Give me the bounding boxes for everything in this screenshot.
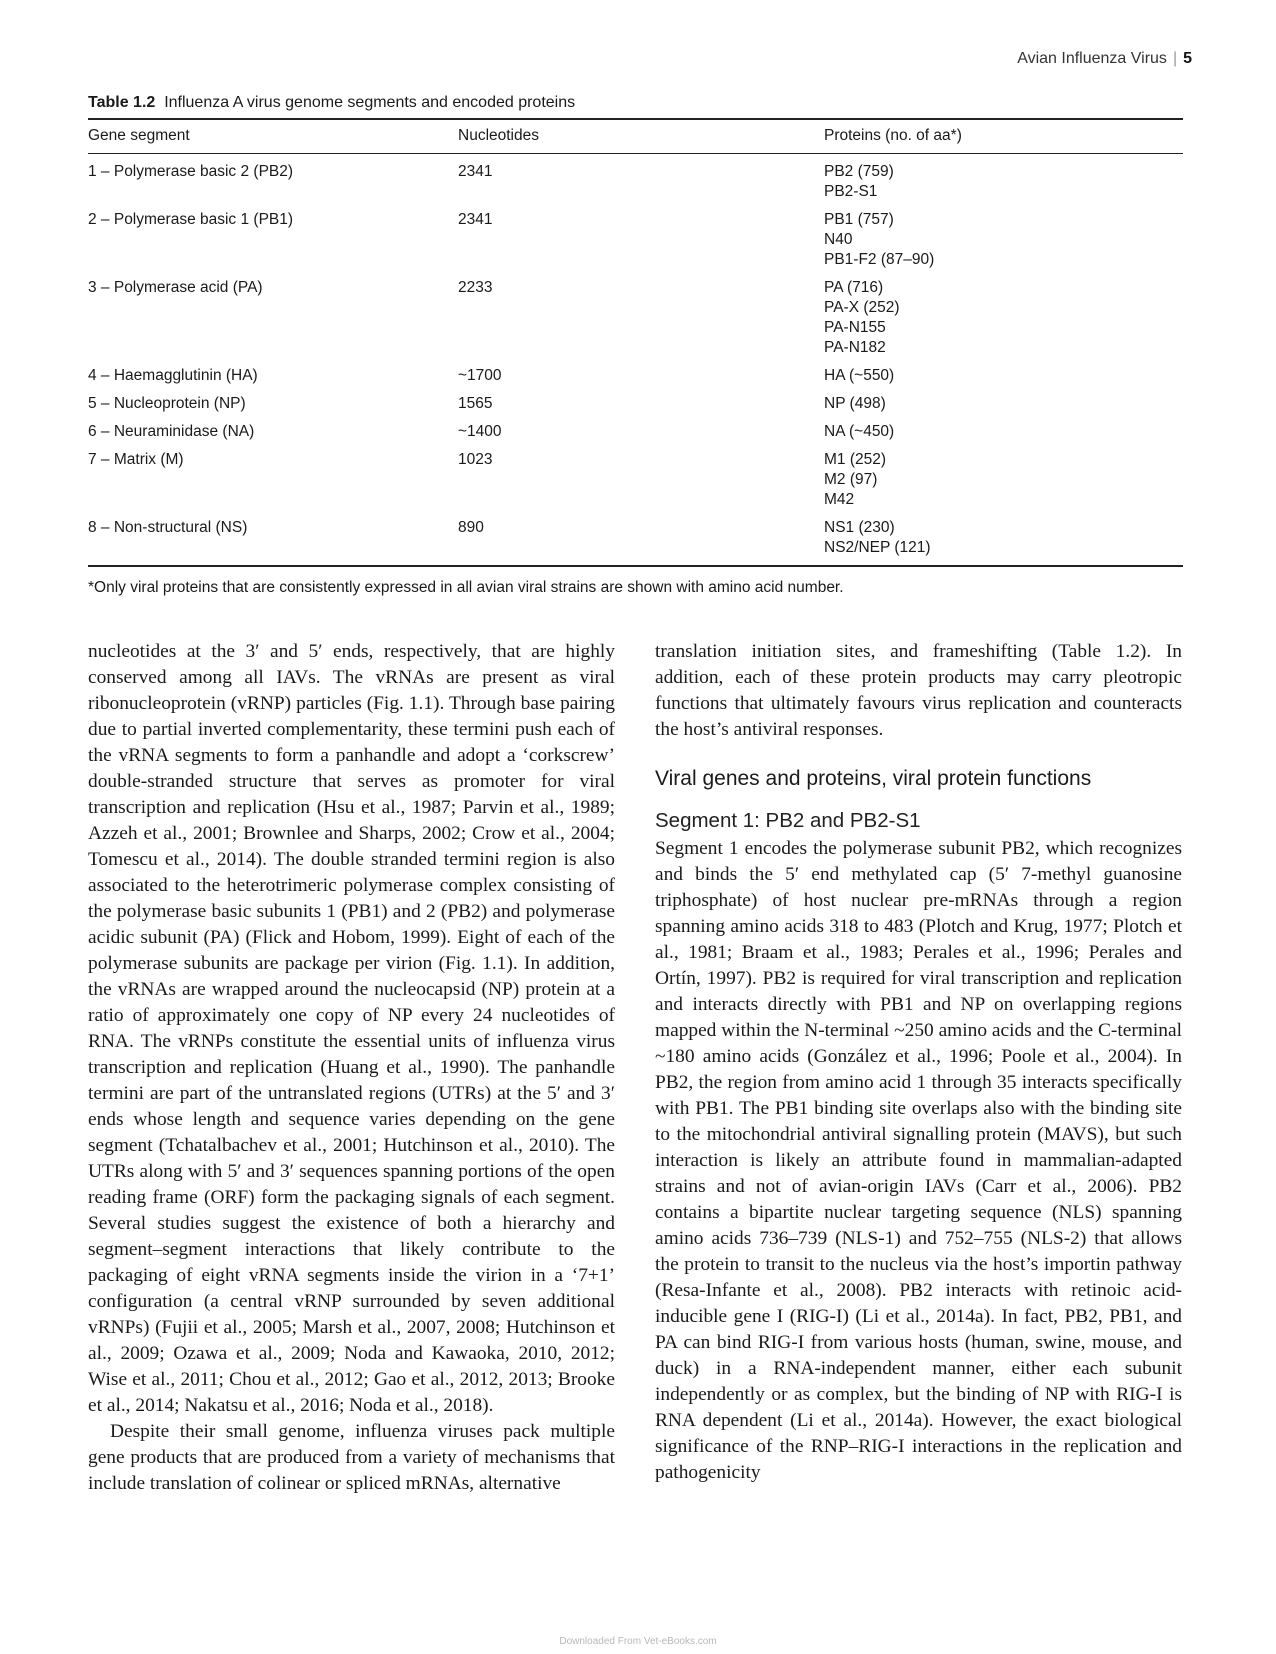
right-column — [655, 639, 1182, 1486]
cell-gene-segment: 8 – Non-structural (NS) — [88, 519, 248, 536]
running-head-separator: | — [1172, 50, 1178, 67]
table-row — [88, 210, 1183, 278]
running-head-title: Avian Influenza Virus — [1017, 50, 1167, 67]
table-row — [88, 154, 1183, 211]
section-heading: Viral genes and proteins, viral protein functions — [655, 767, 1092, 790]
table-block — [88, 94, 1183, 597]
download-watermark: Downloaded From Vet-eBooks.com — [559, 1636, 717, 1647]
protein-entry: M1 (252) — [824, 451, 887, 468]
table-header-row — [88, 119, 1183, 154]
sub-heading: Segment 1: PB2 and PB2-S1 — [655, 809, 921, 832]
cell-proteins — [824, 422, 1183, 450]
protein-entry: PB2 (759) — [824, 163, 894, 180]
cell-nucleotides: 2233 — [458, 279, 493, 296]
cell-proteins — [824, 278, 1183, 366]
body-paragraph: translation initiation sites, and frameshifting (Table 1.2). In addition, each of these protein products may carry pleotropic functions that ultimately favours virus replication and counteracts the host’s antiviral responses. — [655, 641, 1182, 740]
cell-proteins — [824, 154, 1183, 211]
protein-entry: PA-N182 — [824, 339, 886, 356]
cell-proteins — [824, 518, 1183, 566]
cell-gene-segment: 2 – Polymerase basic 1 (PB1) — [88, 211, 294, 228]
cell-nucleotides: 1023 — [458, 451, 493, 468]
protein-entry: PB1 (757) — [824, 211, 894, 228]
cell-gene-segment: 6 – Neuraminidase (NA) — [88, 423, 255, 440]
body-paragraph: Despite their small genome, influenza viruses pack multiple gene products that are produced from a variety of mechanisms that include translation of colinear or spliced mRNAs, alternative — [88, 1421, 615, 1494]
table-body — [88, 154, 1183, 567]
cell-gene-segment: 3 – Polymerase acid (PA) — [88, 279, 263, 296]
protein-entry: NA (~450) — [824, 423, 895, 440]
header-proteins: Proteins (no. of aa*) — [824, 119, 1183, 154]
cell-gene-segment: 1 – Polymerase basic 2 (PB2) — [88, 163, 294, 180]
table-row — [88, 422, 1183, 450]
cell-nucleotides: 2341 — [458, 211, 493, 228]
cell-nucleotides: ~1700 — [458, 367, 502, 384]
cell-proteins — [824, 394, 1183, 422]
protein-entry: PA-X (252) — [824, 299, 900, 316]
page-number: 5 — [1183, 50, 1192, 67]
cell-nucleotides: 1565 — [458, 395, 493, 412]
table-caption-text: Influenza A virus genome segments and encoded proteins — [164, 94, 576, 111]
protein-entry: PA (716) — [824, 279, 884, 296]
protein-entry: M2 (97) — [824, 471, 878, 488]
cell-proteins — [824, 450, 1183, 518]
cell-gene-segment: 7 – Matrix (M) — [88, 451, 184, 468]
table-row — [88, 394, 1183, 422]
table-row — [88, 518, 1183, 566]
left-column — [88, 639, 615, 1497]
genome-segments-table — [88, 118, 1183, 567]
cell-nucleotides: ~1400 — [458, 423, 502, 440]
protein-entry: M42 — [824, 491, 855, 508]
running-head — [1017, 50, 1192, 68]
protein-entry: PB1-F2 (87–90) — [824, 251, 935, 268]
cell-nucleotides: 890 — [458, 519, 484, 536]
table-row — [88, 450, 1183, 518]
protein-entry: PA-N155 — [824, 319, 886, 336]
body-paragraph: nucleotides at the 3′ and 5′ ends, respectively, that are highly conserved among all IAVs. The vRNAs are present as viral ribonucleoprotein (vRNP) particles (Fig. 1.1). Through base pairing due to partial inverted complementarity, these termini push each of the vRNA segments to form a panhandle and adopt a ‘corkscrew’ double-stranded structure that serves as promoter for viral transcription and replication (Hsu et al., 1987; Parvin et al., 1989; Azzeh et al., 2001; Brownlee and Sharps, 2002; Crow et al., 2004; Tomescu et al., 2014). The double stranded termini region is also associated to the heterotrimeric polymerase complex consisting of the polymerase basic subunits 1 (PB1) and 2 (PB2) and polymerase acidic subunit (PA) (Flick and Hobom, 1999). Eight of each of the polymerase subunits are package per virion (Fig. 1.1). In addition, the vRNAs are wrapped around the nucleocapsid (NP) protein at a ratio of approximately one copy of NP every 24 nucleotides of RNA. The vRNPs constitute the essential units of influenza virus transcription and replication (Huang et al., 1990). The panhandle termini are part of the untranslated regions (UTRs) at the 5′ and 3′ ends whose length and sequence varies depending on the gene segment (Tchatalbachev et al., 2001; Hutchinson et al., 2010). The UTRs along with 5′ and 3′ sequences spanning portions of the open reading frame (ORF) form the packaging signals of each segment. Several studies suggest the existence of both a hierarchy and segment–segment interactions that likely contribute to the packaging of eight vRNA segments inside the virion in a ‘7+1’ configuration (a central vRNP surrounded by seven additional vRNPs) (Fujii et al., 2005; Marsh et al., 2007, 2008; Hutchinson et al., 2009; Ozawa et al., 2009; Noda and Kawaoka, 2010, 2012; Wise et al., 2011; Chou et al., 2012; Gao et al., 2012, 2013; Brooke et al., 2014; Nakatsu et al., 2016; Noda et al., 2018). — [88, 641, 615, 1416]
table-caption — [88, 94, 1183, 112]
header-nucleotides: Nucleotides — [458, 119, 824, 154]
cell-gene-segment: 4 – Haemagglutinin (HA) — [88, 367, 258, 384]
cell-nucleotides: 2341 — [458, 163, 493, 180]
table-footnote: *Only viral proteins that are consistently expressed in all avian viral strains are shown with amino acid number. — [88, 579, 844, 596]
protein-entry: N40 — [824, 231, 853, 248]
header-gene-segment: Gene segment — [88, 119, 458, 154]
protein-entry: NP (498) — [824, 395, 886, 412]
table-row — [88, 278, 1183, 366]
protein-entry: NS2/NEP (121) — [824, 539, 931, 556]
protein-entry: PB2-S1 — [824, 183, 878, 200]
protein-entry: HA (~550) — [824, 367, 895, 384]
body-paragraph: Segment 1 encodes the polymerase subunit PB2, which recognizes and binds the 5′ end methylated cap (5′ 7-methyl guanosine triphosphate) of host nuclear pre-mRNAs through a region spanning amino acids 318 to 483 (Plotch and Krug, 1977; Plotch et al., 1981; Braam et al., 1983; Perales et al., 1996; Perales and Ortín, 1997). PB2 is required for viral transcription and replication and interacts directly with PB1 and NP on overlapping regions mapped within the N-terminal ~250 amino acids and the C-terminal ~180 amino acids (González et al., 1996; Poole et al., 2004). In PB2, the region from amino acid 1 through 35 interacts specifically with PB1. The PB1 binding site overlaps also with the binding site to the mitochondrial antiviral signalling protein (MAVS), but such interaction is likely an attribute found in mammalian-adapted strains and not of avian-origin IAVs (Carr et al., 2006). PB2 contains a bipartite nuclear targeting sequence (NLS) spanning amino acids 736–739 (NLS-1) and 752–755 (NLS-2) that allows the protein to transit to the nucleus via the host’s importin pathway (Resa-Infante et al., 2008). PB2 interacts with retinoic acid-inducible gene I (RIG-I) (Li et al., 2014a). In fact, PB2, PB1, and PA can bind RIG-I from various hosts (human, swine, mouse, and duck) in a RNA-independent manner, either each subunit independently or as complex, but the binding of NP with RIG-I is RNA dependent (Li et al., 2014a). However, the exact biological significance of the RNP–RIG-I interactions in the replication and pathogenicity — [655, 838, 1182, 1483]
protein-entry: NS1 (230) — [824, 519, 895, 536]
cell-gene-segment: 5 – Nucleoprotein (NP) — [88, 395, 246, 412]
cell-proteins — [824, 366, 1183, 394]
table-row — [88, 366, 1183, 394]
table-label: Table 1.2 — [88, 94, 156, 111]
cell-proteins — [824, 210, 1183, 278]
